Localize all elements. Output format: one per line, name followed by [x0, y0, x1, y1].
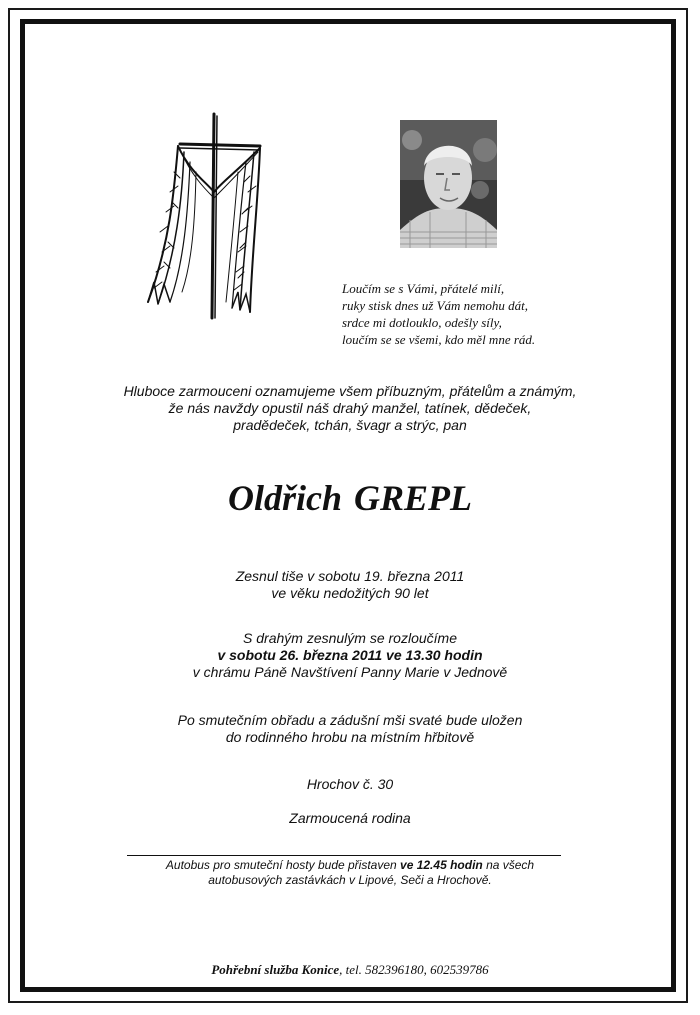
- burial-line: do rodinného hrobu na místním hřbitově: [225, 729, 475, 745]
- bus-notice: [90, 858, 610, 888]
- first-name: Oldřich: [227, 478, 342, 518]
- bus-time: ve 12.45 hodin: [400, 858, 483, 872]
- funeral-service-name: Pohřební služba Konice: [211, 962, 340, 977]
- announcement-intro: [60, 383, 640, 434]
- funeral-place: v chrámu Páně Navštívení Panny Marie v Jednově: [192, 664, 508, 680]
- death-age: ve věku nedožitých 90 let: [271, 585, 429, 601]
- poem-line: loučím se se všemi, kdo měl mne rád.: [342, 332, 536, 347]
- bus-line-1: [90, 858, 610, 873]
- poem-line: Loučím se s Vámi, přátelé milí,: [342, 281, 505, 296]
- footer: [60, 962, 640, 978]
- deceased-name: [60, 476, 640, 520]
- intro-line: že nás navždy opustil náš drahý manžel, tatínek, dědeček,: [168, 400, 532, 416]
- bus-text-end: na všech: [482, 858, 535, 872]
- bus-line-2: autobusových zastávkách v Lipové, Seči a Hrochově.: [208, 873, 492, 887]
- funeral-service-contact: , tel. 582396180, 602539786: [339, 962, 489, 977]
- death-info: [60, 568, 640, 602]
- portrait-photo: [400, 120, 497, 248]
- bus-text: Autobus pro smuteční hosty bude přistaven: [165, 858, 401, 872]
- burial-line: Po smutečním obřadu a zádušní mši svaté bude uložen: [177, 712, 523, 728]
- poem: [342, 280, 602, 348]
- funeral-line: S drahým zesnulým se rozloučíme: [243, 630, 457, 646]
- intro-line: Hluboce zarmouceni oznamujeme všem příbuzným, přátelům a známým,: [123, 383, 577, 399]
- divider: [127, 855, 561, 856]
- death-date: Zesnul tiše v sobotu 19. března 2011: [235, 568, 465, 584]
- cross-with-shroud-icon: [140, 112, 266, 322]
- funeral-info: [60, 630, 640, 681]
- burial-info: [60, 712, 640, 746]
- poem-line: srdce mi dotlouklo, odešly síly,: [342, 315, 502, 330]
- funeral-datetime: v sobotu 26. března 2011 ve 13.30 hodin: [217, 647, 483, 663]
- intro-line: pradědeček, tchán, švagr a strýc, pan: [233, 417, 467, 433]
- poem-line: ruky stisk dnes už Vám nemohu dát,: [342, 298, 528, 313]
- last-name: GREPL: [354, 478, 473, 518]
- address: Hrochov č. 30: [306, 776, 394, 792]
- family-signature: Zarmoucená rodina: [289, 810, 411, 826]
